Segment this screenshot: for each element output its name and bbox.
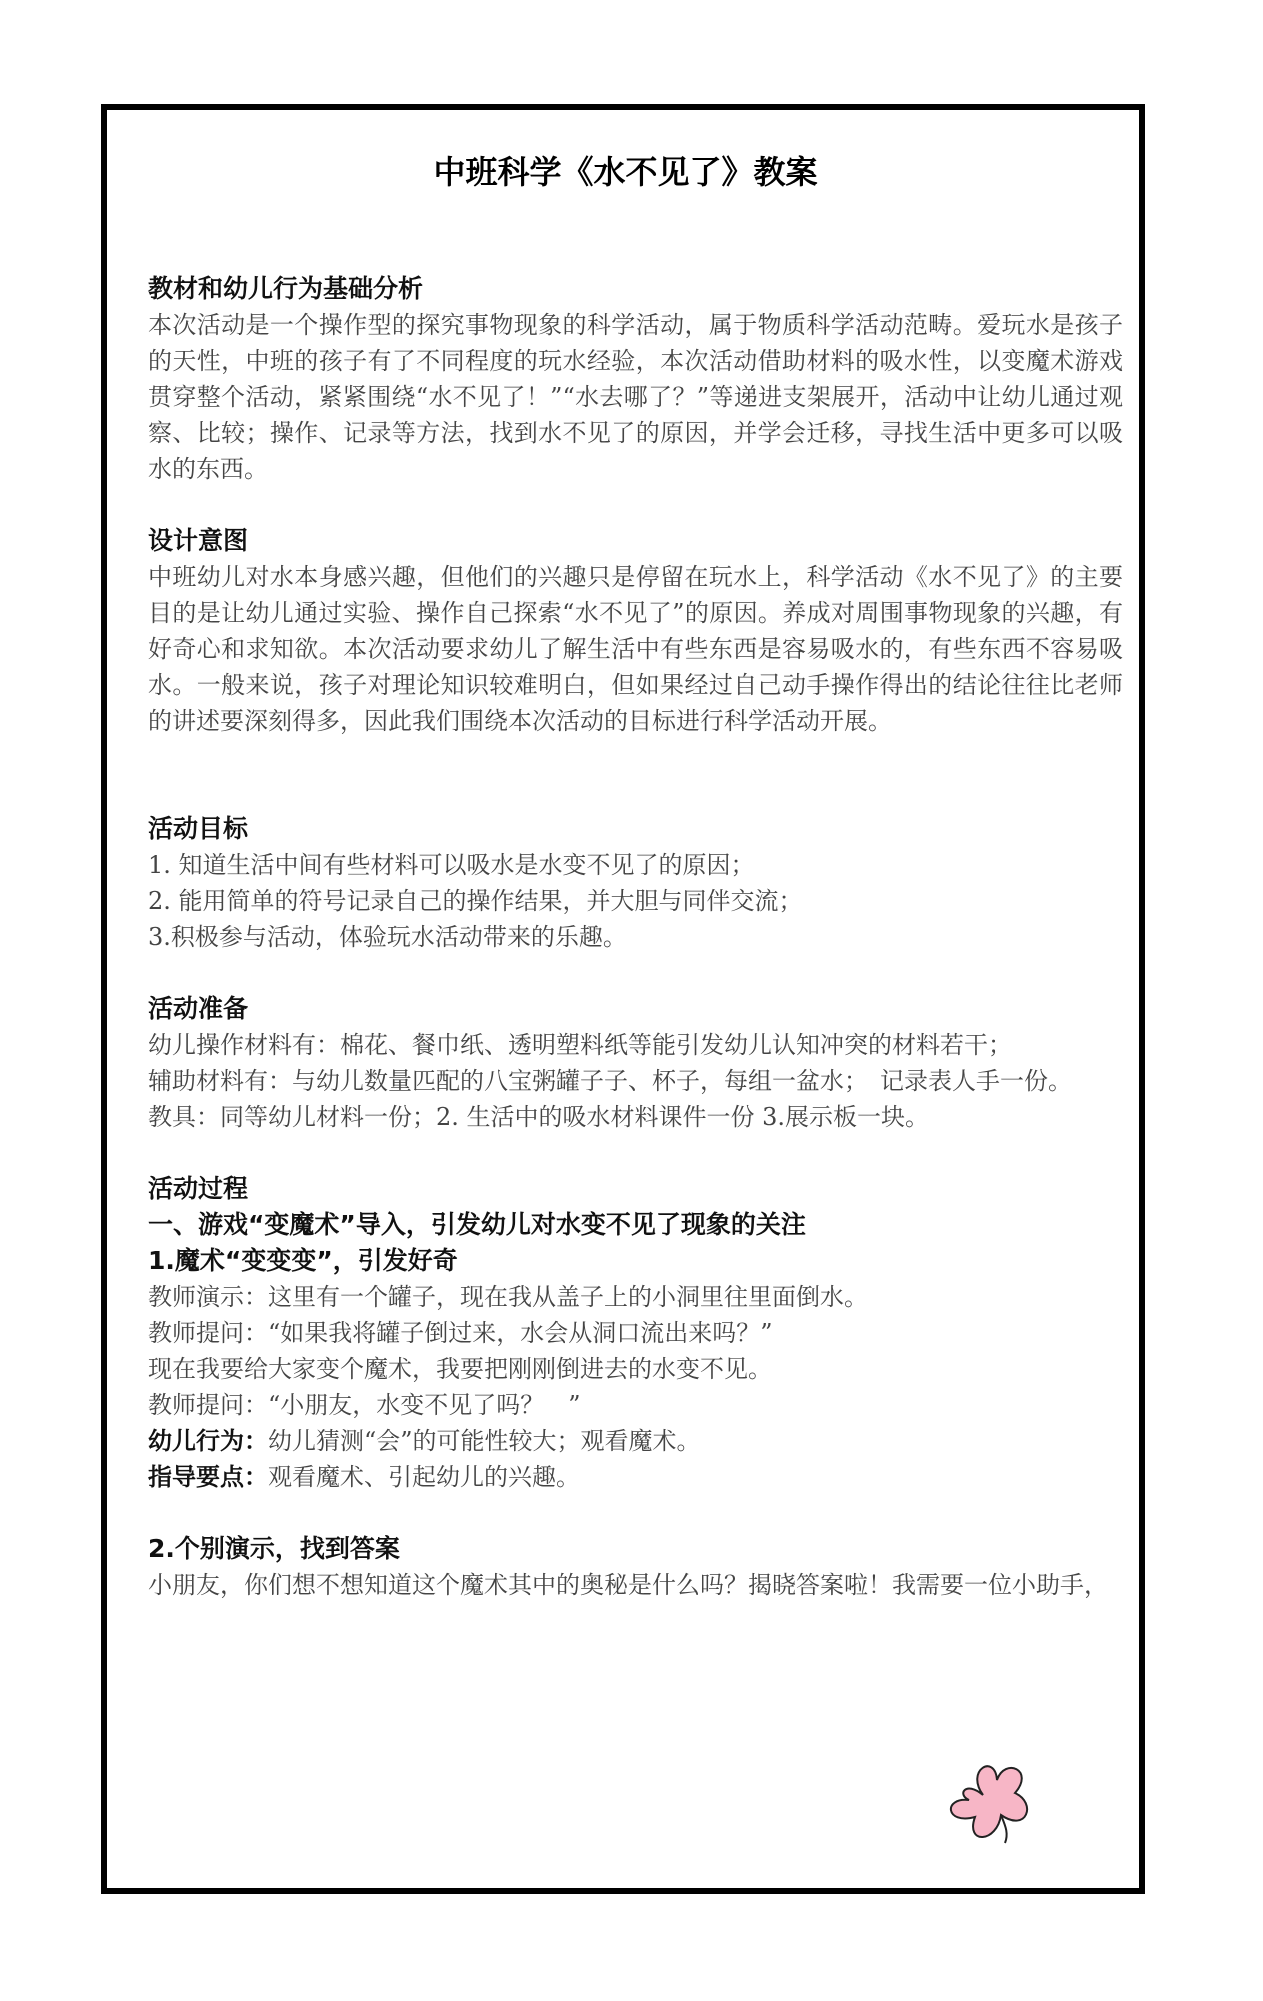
prep-line: 幼儿操作材料有：棉花、餐巾纸、透明塑料纸等能引发幼儿认知冲突的材料若干； xyxy=(148,1031,1012,1059)
behavior-line xyxy=(148,1423,1123,1459)
section-goals xyxy=(148,811,1123,955)
behavior-label: 幼儿行为： xyxy=(148,1427,268,1455)
step-heading: 1.魔术“变变变”，引发好奇 xyxy=(148,1246,458,1275)
part-heading: 一、游戏“变魔术”导入，引发幼儿对水变不见了现象的关注 xyxy=(148,1210,806,1239)
document-body xyxy=(148,150,1123,1603)
guide-label: 指导要点： xyxy=(148,1463,268,1491)
section-analysis xyxy=(148,271,1123,487)
step-heading: 2.个别演示，找到答案 xyxy=(148,1534,400,1563)
process-line: 教师演示：这里有一个罐子，现在我从盖子上的小洞里往里面倒水。 xyxy=(148,1283,868,1311)
section-text: 本次活动是一个操作型的探究事物现象的科学活动，属于物质科学活动范畴。爱玩水是孩子的天性，中班的孩子有了不同程度的玩水经验，本次活动借助材料的吸水性，以变魔术游戏贯穿整个活动，紧紧围绕“水不见了！”“水去哪了？”等递进支架展开，活动中让幼儿通过观察、比较；操作、记录等方法，找到水不见了的原因，并学会迁移，寻找生活中更多可以吸水的东西。 xyxy=(148,311,1123,483)
prep-line: 辅助材料有：与幼儿数量匹配的八宝粥罐子子、杯子，每组一盆水； 记录表人手一份。 xyxy=(148,1067,1072,1095)
list-item: 3.积极参与活动，体验玩水活动带来的乐趣。 xyxy=(148,923,627,951)
prep-line: 教具：同等幼儿材料一份；2. 生活中的吸水材料课件一份 3.展示板一块。 xyxy=(148,1103,930,1131)
section-text: 中班幼儿对水本身感兴趣，但他们的兴趣只是停留在玩水上，科学活动《水不见了》的主要目的是让幼儿通过实验、操作自己探索“水不见了”的原因。养成对周围事物现象的兴趣，有好奇心和求知欲。本次活动要求幼儿了解生活中有些东西是容易吸水的，有些东西不容易吸水。一般来说，孩子对理论知识较难明白，但如果经过自己动手操作得出的结论往往比老师的讲述要深刻得多，因此我们围绕本次活动的目标进行科学活动开展。 xyxy=(148,563,1123,735)
guide-line xyxy=(148,1459,1123,1495)
page-title: 中班科学《水不见了》教案 xyxy=(433,153,818,191)
process-line: 教师提问：“如果我将罐子倒过来，水会从洞口流出来吗？” xyxy=(148,1319,773,1347)
section-heading: 活动过程 xyxy=(148,1174,249,1203)
section-heading: 活动准备 xyxy=(148,994,249,1023)
section-design xyxy=(148,523,1123,739)
section-process xyxy=(148,1171,1123,1603)
list-item: 1. 知道生活中间有些材料可以吸水是水变不见了的原因； xyxy=(148,851,755,879)
section-heading: 设计意图 xyxy=(148,526,249,555)
guide-text: 观看魔术、引起幼儿的兴趣。 xyxy=(268,1463,580,1491)
process-line: 小朋友，你们想不想知道这个魔术其中的奥秘是什么吗？揭晓答案啦！我需要一位小助手， xyxy=(148,1571,1108,1599)
process-line: 现在我要给大家变个魔术，我要把刚刚倒进去的水变不见。 xyxy=(148,1355,772,1383)
section-prep xyxy=(148,991,1123,1135)
list-item: 2. 能用简单的符号记录自己的操作结果，并大胆与同伴交流； xyxy=(148,887,803,915)
section-heading: 活动目标 xyxy=(148,814,249,843)
section-heading: 教材和幼儿行为基础分析 xyxy=(148,274,424,303)
process-line: 教师提问：“小朋友，水变不见了吗？ ” xyxy=(148,1391,581,1419)
behavior-text: 幼儿猜测“会”的可能性较大；观看魔术。 xyxy=(268,1427,701,1455)
flower-icon xyxy=(935,1745,1045,1855)
